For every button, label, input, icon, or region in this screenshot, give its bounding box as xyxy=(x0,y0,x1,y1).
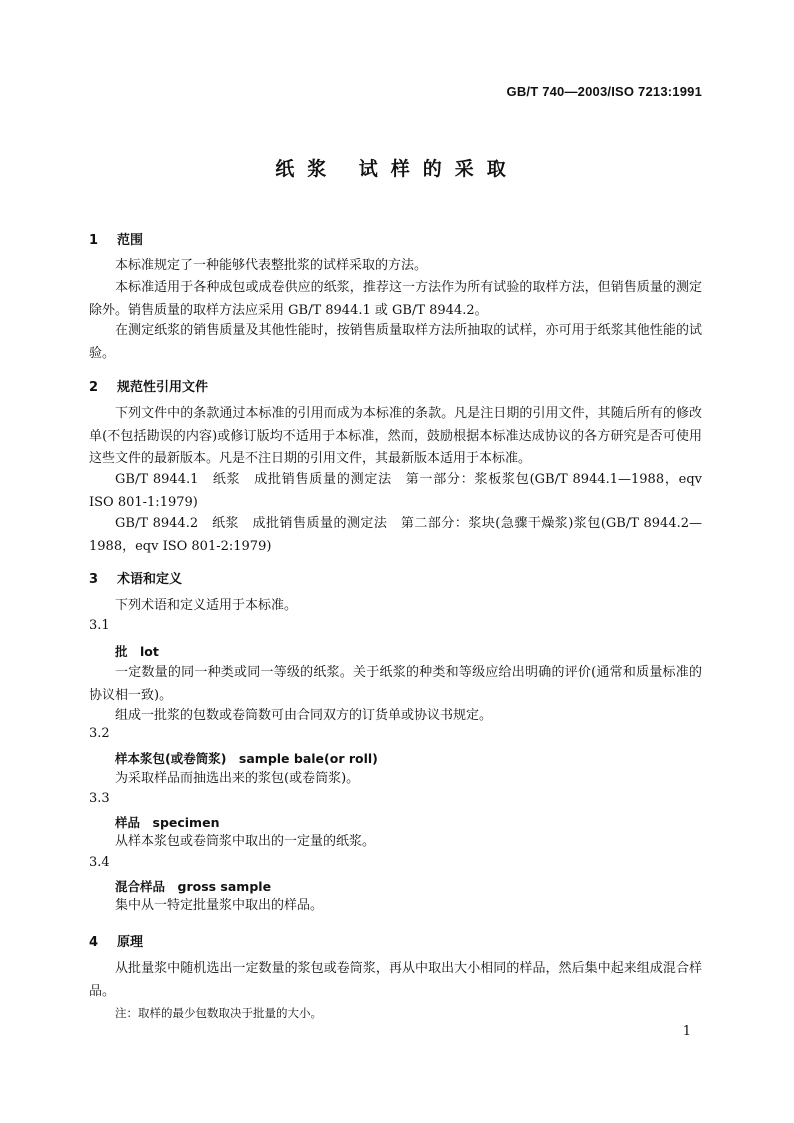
paragraph: 本标准适用于各种成包或成卷供应的纸浆，推荐这一方法作为所有试验的取样方法，但销售质量的测定除外。销售质量的取样方法应采用 GB/T 8944.1 或 GB/T 8944.2。 xyxy=(89,280,702,318)
paragraph: 在测定纸浆的销售质量及其他性能时，按销售质量取样方法所抽取的试样，亦可用于纸浆其他性能的试验。 xyxy=(89,323,702,361)
clause-number: 3.4 xyxy=(89,855,110,870)
paragraph: 下列术语和定义适用于本标准。 xyxy=(115,598,298,613)
paragraph: 本标准规定了一种能够代表整批浆的试样采取的方法。 xyxy=(115,258,428,273)
paragraph: 下列文件中的条款通过本标准的引用而成为本标准的条款。凡是注日期的引用文件，其随后所有的修改单(不包括勘误的内容)或修订版均不适用于本标准，然而，鼓励根据本标准达成协议的各方研究是否可使用这些文件的最新版本。凡是不注日期的引用文件，其最新版本适用于本标准。 xyxy=(89,406,702,466)
term-heading: 混合样品 gross sample xyxy=(115,879,272,894)
section-title: 规范性引用文件 xyxy=(117,380,209,395)
reference-item: GB/T 8944.2 纸浆 成批销售质量的测定法 第二部分：浆块(急骤干燥浆)浆包(GB/T 8944.2—1988，eqv ISO 801-2:1979) xyxy=(89,516,702,554)
section-number: 2 xyxy=(89,380,99,395)
term-heading: 样本浆包(或卷筒浆) sample bale(or roll) xyxy=(115,751,378,766)
page-number: 1 xyxy=(682,1024,691,1039)
reference-item: GB/T 8944.1 纸浆 成批销售质量的测定法 第一部分：浆板浆包(GB/T 8944.1—1988，eqv ISO 801-1:1979) xyxy=(89,472,702,510)
document-title: 纸浆 试样的采取 xyxy=(275,158,519,180)
section-title: 范围 xyxy=(117,233,144,248)
clause-number: 3.2 xyxy=(89,726,110,741)
section-title: 术语和定义 xyxy=(117,572,183,587)
standard-number: GB/T 740—2003/ISO 7213:1991 xyxy=(506,84,702,99)
paragraph: 从批量浆中随机选出一定数量的浆包或卷筒浆，再从中取出大小相同的样品，然后集中起来组成混合样品。 xyxy=(89,961,702,999)
definition: 为采取样品而抽选出来的浆包(或卷筒浆)。 xyxy=(115,771,360,786)
definition: 组成一批浆的包数或卷筒数可由合同双方的订货单或协议书规定。 xyxy=(115,708,493,723)
section-number: 3 xyxy=(89,572,99,587)
section-title: 原理 xyxy=(117,935,144,950)
section-1-heading xyxy=(89,229,143,248)
note: 注：取样的最少包数取决于批量的大小。 xyxy=(115,1006,322,1020)
term-heading: 批 lot xyxy=(115,644,159,659)
clause-number: 3.3 xyxy=(89,791,110,806)
definition: 集中从一特定批量浆中取出的样品。 xyxy=(115,898,324,913)
section-4-heading xyxy=(89,931,143,950)
section-3-heading xyxy=(89,568,182,587)
term-heading: 样品 specimen xyxy=(115,815,220,830)
section-number: 4 xyxy=(89,935,99,950)
section-number: 1 xyxy=(89,233,99,248)
definition: 一定数量的同一种类或同一等级的纸浆。关于纸浆的种类和等级应给出明确的评价(通常和质量标准的协议相一致)。 xyxy=(89,665,702,703)
clause-number: 3.1 xyxy=(89,618,110,633)
section-2-heading xyxy=(89,376,208,395)
definition: 从样本浆包或卷筒浆中取出的一定量的纸浆。 xyxy=(115,834,376,849)
